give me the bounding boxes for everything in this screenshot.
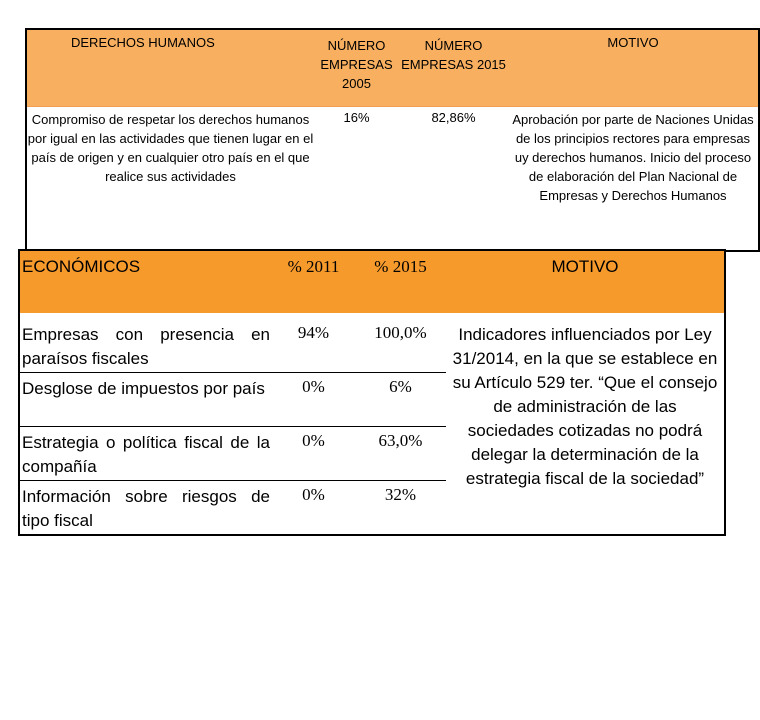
tax-risk-2015: 32% <box>355 481 446 536</box>
pct-2011-header: % 2011 <box>272 250 355 313</box>
companies-2015-header: NÚMERO EMPRESAS 2015 <box>399 29 508 107</box>
tax-strategy-label: Estrategia o política fiscal de la compañía <box>19 427 272 481</box>
human-rights-header-row <box>26 29 759 107</box>
tax-strategy-2011: 0% <box>272 427 355 481</box>
tax-risk-label: Información sobre riesgos de tipo fiscal <box>19 481 272 536</box>
human-rights-table <box>25 28 760 252</box>
economic-reason: Indicadores influenciados por Ley 31/2014, en la que se establece en su Artículo 529 ter. “Que el consejo de administración de las sociedades cotizadas no podrá delegar la determinación de la estrategia fiscal de la sociedad” <box>452 325 718 488</box>
tax-breakdown-label: Desglose de impuestos por país <box>19 373 272 427</box>
human-rights-value-2015: 82,86% <box>431 110 476 125</box>
companies-2005-header: NÚMERO EMPRESAS 2005 <box>314 29 399 107</box>
economic-table <box>18 249 726 536</box>
human-rights-header: DERECHOS HUMANOS <box>26 29 314 107</box>
economic-header-row <box>19 250 725 313</box>
tax-havens-2015: 100,0% <box>374 323 427 342</box>
economic-header: ECONÓMICOS <box>19 250 272 313</box>
human-rights-reason: Aprobación por parte de Naciones Unidas de los principios rectores para empresas uy derechos humanos. Inicio del proceso de elaboración del Plan Nacional de Empresas y Derechos Humanos <box>512 112 754 203</box>
economic-motivo-header: MOTIVO <box>446 250 725 313</box>
table-row <box>19 319 725 373</box>
human-rights-value-2005: 16% <box>343 110 370 125</box>
tax-risk-2011: 0% <box>272 481 355 536</box>
tax-breakdown-2015: 6% <box>355 373 446 427</box>
tax-strategy-2015: 63,0% <box>355 427 446 481</box>
human-rights-motivo-header: MOTIVO <box>508 29 759 107</box>
pct-2015-header: % 2015 <box>355 250 446 313</box>
tax-havens-2011: 94% <box>297 323 330 342</box>
tax-havens-label: Empresas con presencia en paraísos fiscales <box>22 325 270 368</box>
human-rights-row <box>26 107 759 252</box>
tax-breakdown-2011: 0% <box>272 373 355 427</box>
human-rights-commitment-label: Compromiso de respetar los derechos humanos por igual en las actividades que tienen lugar en el país de origen y en cualquier otro país en el que realice sus actividades <box>27 112 314 184</box>
